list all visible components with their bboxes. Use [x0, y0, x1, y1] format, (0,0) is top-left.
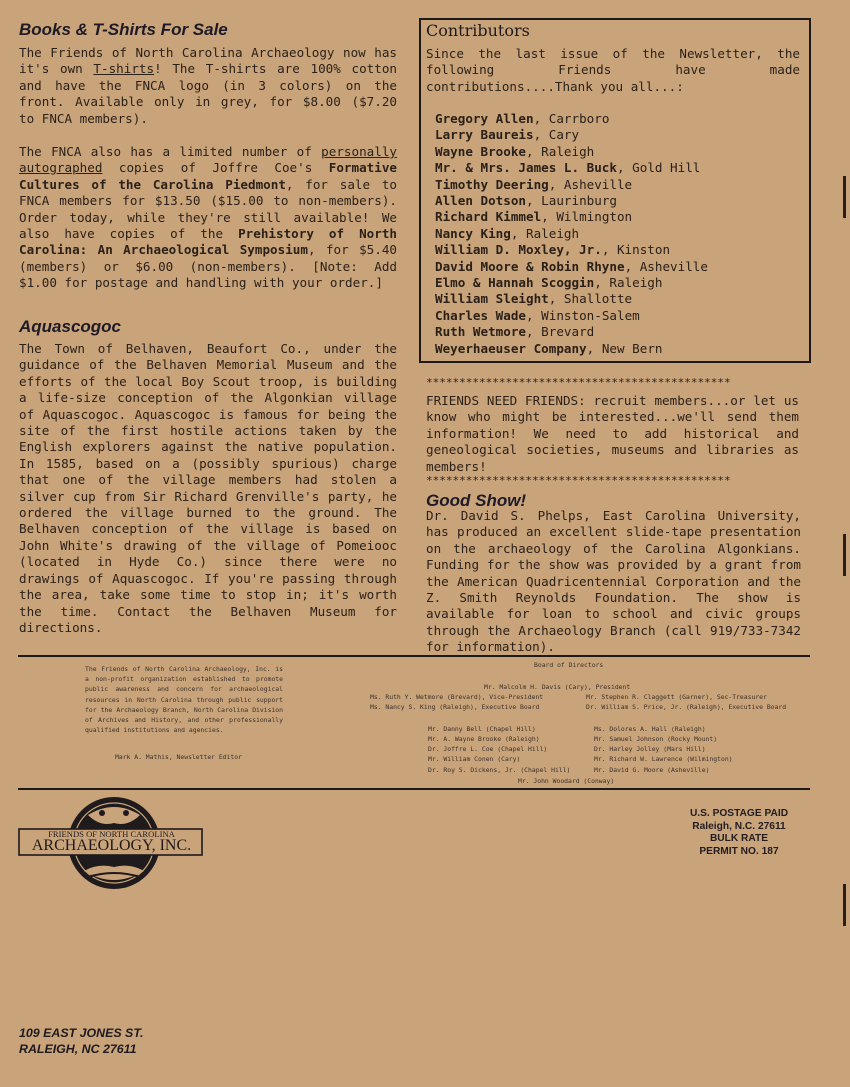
contributor-name: Weyerhaeuser Company — [435, 340, 587, 356]
friends-need-paragraph — [426, 393, 799, 475]
contributor-item — [435, 160, 708, 176]
board-member: Mr. Richard W. Lawrence (Wilmington) — [594, 755, 733, 763]
friends-need-body: recruit members...or let us know who might be interested...we'll send them information! We need to add historical and geneological societies, museums and libraries as members! — [426, 393, 799, 474]
stars-divider-bottom: ********************************************** — [426, 474, 731, 487]
board-member: Dr. Harley Jolley (Mars Hill) — [594, 745, 706, 753]
postage-indicia — [664, 808, 814, 858]
page-edge-mark — [843, 884, 846, 926]
postage-line: BULK RATE — [709, 833, 769, 844]
contributor-name: Richard Kimmel — [435, 209, 542, 225]
good-show-heading: Good Show! — [426, 491, 527, 510]
contributor-name: Allen Dotson — [435, 193, 526, 209]
books-text-d: , for $5.40 (members) or $6.00 (non-members). [Note: Add $1.00 for postage and handling with your order.] — [19, 242, 397, 291]
contributor-name: David Moore & Robin Rhyne — [435, 258, 625, 274]
contributor-item — [435, 209, 708, 225]
board-member: Mr. John Woodard (Conway) — [518, 777, 615, 785]
contributor-item — [435, 275, 708, 291]
return-address — [19, 1025, 143, 1057]
contributor-item — [435, 177, 708, 193]
newsletter-editor: Mark A. Mathis, Newsletter Editor — [115, 753, 242, 761]
logo-line2: ARCHAEOLOGY, INC. — [31, 837, 192, 854]
contributor-place: , Raleigh — [594, 275, 663, 291]
contributor-name: William D. Moxley, Jr. — [435, 242, 602, 258]
address-line: RALEIGH, NC 27611 — [19, 1042, 137, 1056]
contributor-name: Charles Wade — [435, 307, 526, 323]
tshirt-text-b: ! The T-shirts are 100% cotton and have the FNCA logo (in 3 colors) on the front. Available only in grey, for $8.00 ($7.20 to FNCA members). — [19, 61, 397, 126]
tshirt-text-a: The Friends of North Carolina Archaeology now has it's own — [19, 45, 397, 77]
contributor-place: , Raleigh — [510, 225, 580, 241]
about-organization: The Friends of North Carolina Archaeology, Inc. is a non-profit organization established to promote public awareness and concern for archaeological resources in North Carolina through public support for the Archaeology Branch, North Carolina Division of Archives and History, and other professionally qualified institutions and agencies. — [85, 665, 283, 735]
book-title-prehistory: Prehistory of North Carolina: An Archaeological Symposium — [19, 226, 397, 258]
contributor-item — [435, 341, 708, 357]
contributor-name: William Sleight — [435, 291, 549, 307]
contributor-item — [435, 144, 708, 160]
board-officer: Ms. Ruth Y. Wetmore (Brevard), Vice-President — [370, 693, 544, 701]
board-officer: Ms. Nancy S. King (Raleigh), Executive Board — [370, 703, 540, 711]
contributor-item — [435, 291, 708, 307]
contributor-place: , Winston-Salem — [526, 307, 640, 323]
board-member: Mr. David G. Moore (Asheville) — [594, 766, 710, 774]
postage-line: U.S. POSTAGE PAID — [689, 808, 789, 819]
contributors-list — [435, 111, 708, 357]
board-member: Dr. Joffre L. Coe (Chapel Hill) — [428, 745, 548, 753]
stars-divider-top: ********************************************** — [426, 376, 731, 389]
aquascogoc-paragraph: The Town of Belhaven, Beaufort Co., under the guidance of the Belhaven Memorial Museum and the efforts of the local Boy Scout troop, is building a life-size conception of the Algonkian village of Aquascogoc. Aquascogoc is famous for being the site of the first hostile actions taken by the English explorers against the native population. In 1585, based on a (possibly spurious) charge that one of the village members had stolen a silver cup from Sir Richard Grenville's party, he ordered the village burned to the ground. The Belhaven conception of the village is based on John White's drawing of the village of Pomeiooc (located in Hyde Co.) since there were no drawings of Aquascogoc. If you're passing through the area, take some time to stop in; it's worth the time. Contact the Belhaven Museum for directions. — [19, 341, 397, 635]
board-member: Mr. Samuel Johnson (Rocky Mount) — [594, 735, 718, 743]
board-member: Mr. A. Wayne Brooke (Raleigh) — [428, 735, 540, 743]
page-edge-mark — [843, 176, 846, 218]
contributor-item — [435, 226, 708, 242]
contributor-name: Mr. & Mrs. James L. Buck — [435, 160, 617, 176]
contributor-name: Nancy King — [435, 225, 511, 241]
footer-rule-bottom — [18, 788, 810, 790]
autographed-underline: personally autographed — [19, 144, 397, 176]
contributor-item — [435, 242, 708, 258]
fnca-logo — [18, 793, 204, 893]
contributor-place: , Cary — [533, 127, 580, 143]
contributor-place: , Asheville — [548, 176, 633, 192]
books-text-b: copies of Joffre Coe's — [102, 160, 329, 176]
page-edge-mark — [843, 534, 846, 576]
tshirt-paragraph — [19, 45, 397, 127]
contributor-item — [435, 324, 708, 340]
books-paragraph — [19, 144, 397, 292]
contributor-place: , Gold Hill — [616, 160, 701, 176]
contributor-item — [435, 308, 708, 324]
address-line: 109 EAST JONES ST. — [19, 1026, 144, 1040]
contributor-place: , Wilmington — [541, 209, 633, 225]
postage-line: Raleigh, N.C. 27611 — [692, 820, 786, 832]
contributor-name: Elmo & Hannah Scoggin — [435, 275, 595, 291]
contributor-name: Timothy Deering — [435, 176, 549, 192]
good-show-paragraph: Dr. David S. Phelps, East Carolina University, has produced an excellent slide-tape presentation on the archaeology of the Carolina Algonkians. Funding for the show was provided by a grant from the American Quadricentennial Corporation and the Z. Smith Reynolds Foundation. The show is available for loan to school and civic groups through the Archaeology Branch (call 919/733-7342 for information). — [426, 508, 801, 655]
board-member: Mr. Danny Bell (Chapel Hill) — [428, 725, 536, 733]
board-member: Mr. William Conen (Cary) — [428, 755, 521, 763]
contributor-name: Larry Baureis — [435, 127, 534, 143]
contributor-place: , Raleigh — [526, 143, 595, 159]
tshirt-link: T-shirts — [93, 61, 155, 77]
contributor-item — [435, 111, 708, 127]
contributor-place: , Brevard — [526, 324, 595, 340]
contributor-place: , Laurinburg — [526, 193, 617, 209]
board-member: Dr. Roy S. Dickens, Jr. (Chapel Hill) — [428, 766, 571, 774]
contributors-intro: Since the last issue of the Newsletter, the following Friends have made contributions....Thank you all...: — [426, 46, 800, 94]
board-member: Ms. Dolores A. Hall (Raleigh) — [594, 725, 706, 733]
board-title: Board of Directors — [534, 661, 604, 669]
books-text-c: , for sale to FNCA members for $13.50 ($15.00 to non-members). Order today, while they're still available! We also have copies of the — [19, 176, 397, 242]
contributor-place: , Asheville — [624, 258, 708, 274]
books-heading: Books & T-Shirts For Sale — [19, 20, 228, 39]
aquascogoc-heading: Aquascogoc — [19, 317, 122, 336]
contributor-item — [435, 193, 708, 209]
contributor-place: , Kinston — [601, 242, 671, 258]
footer-rule-top — [18, 655, 810, 657]
contributor-name: Gregory Allen — [435, 111, 534, 126]
books-text-a: The FNCA also has a limited number of — [19, 144, 322, 159]
contributor-item — [435, 127, 708, 143]
board-officer: Dr. William S. Price, Jr. (Raleigh), Executive Board — [586, 703, 787, 711]
board-officer: Mr. Stephen R. Claggett (Garner), Sec-Treasurer — [586, 693, 767, 701]
contributor-name: Wayne Brooke — [435, 143, 526, 159]
friends-need-lead: FRIENDS NEED FRIENDS: — [426, 393, 586, 408]
contributor-place: , Carrboro — [533, 111, 610, 126]
book-title-formative-cultures: Formative Cultures of the Carolina Piedmont — [19, 160, 397, 192]
logo-line1: FRIENDS OF NORTH CAROLINA — [48, 829, 175, 839]
board-president: Mr. Malcolm H. Davis (Cary), President — [484, 683, 631, 691]
postage-line: PERMIT NO. 187 — [699, 845, 779, 857]
contributor-place: , New Bern — [586, 340, 663, 356]
contributor-name: Ruth Wetmore — [435, 324, 526, 340]
contributors-title: Contributors — [426, 21, 530, 40]
contributor-item — [435, 259, 708, 275]
contributor-place: , Shallotte — [548, 291, 633, 307]
